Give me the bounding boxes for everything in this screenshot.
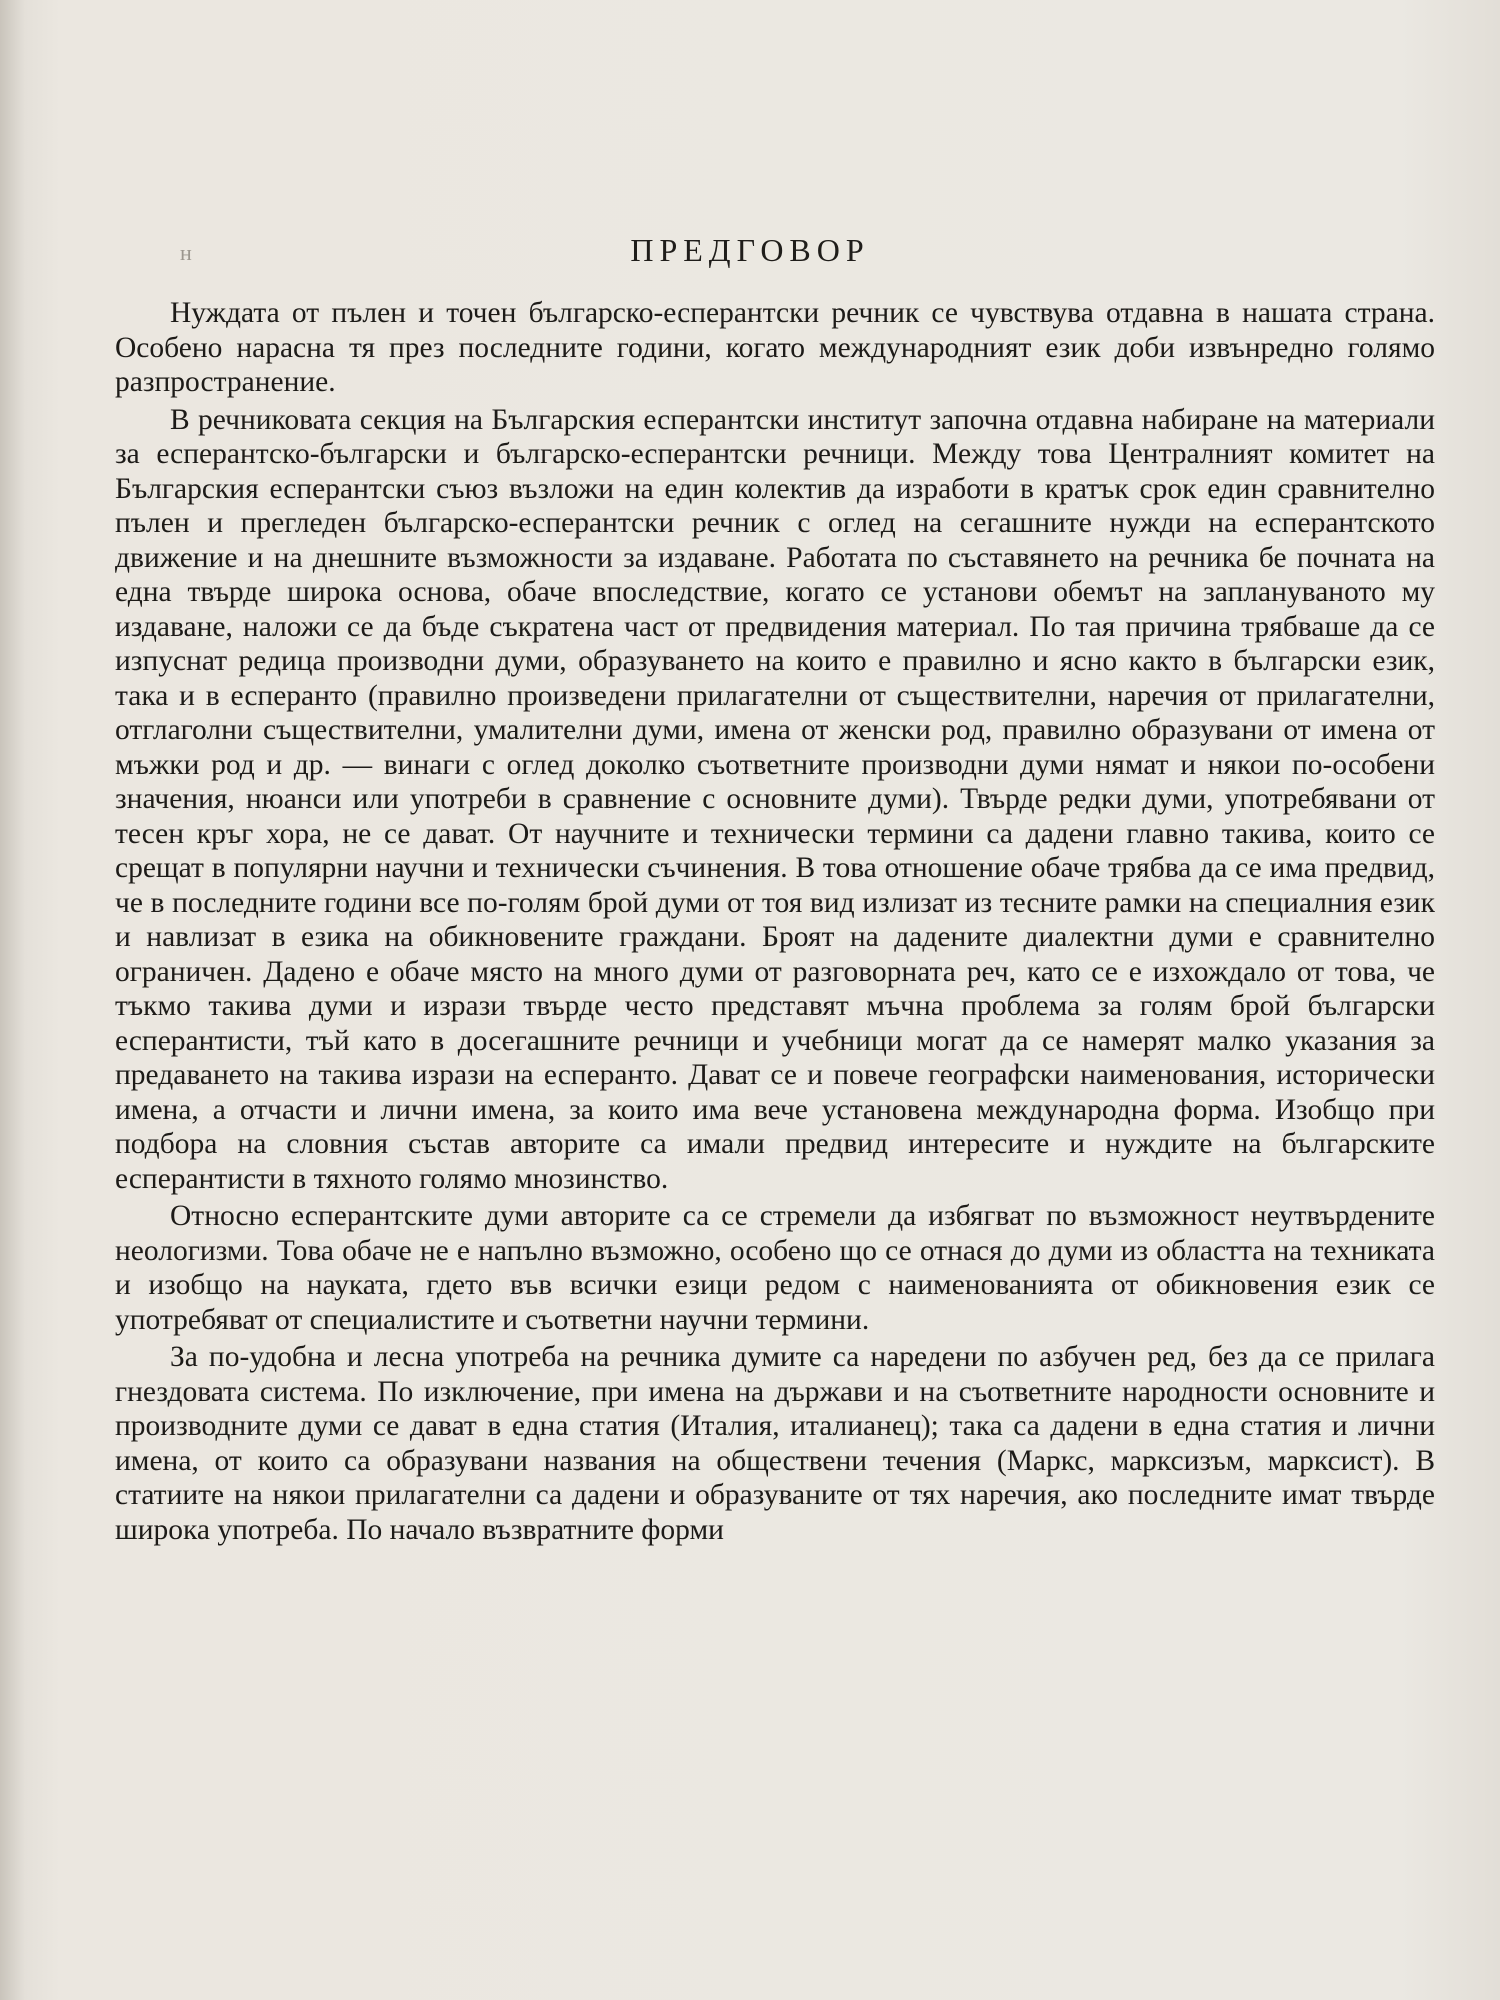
paragraph-1: Нуждата от пълен и точен българско-есперантски речник се чувствува отдавна в нашата страна. Особено нарасна тя през последните години, когато международният език доби извънредно голямо разпространение.	[115, 297, 1435, 398]
body-text	[115, 296, 1435, 1550]
page-title: ПРЕДГОВОР	[630, 232, 870, 268]
paragraph-4: За по-удобна и лесна употреба на речника думите са наредени по азбучен ред, без да се прилага гнездовата система. По изключение, при имена на държави и на съответните народности основните и производните думи се дават в една статия (Италия, италианец); така са дадени в една статия и лични имена, от които са образувани названия на обществени течения (Маркс, марксизъм, марксист). В статиите на някои прилагателни са дадени и образуваните от тях наречия, ако последните имат твърде широка употреба. По начало възвратните форми	[115, 1341, 1435, 1546]
paragraph-3: Относно есперантските думи авторите са се стремели да избягват по възможност неутвърдените неологизми. Това обаче не е напълно възможно, особено що се отнася до думи из областта на техниката и изобщо на науката, гдето във всички езици редом с наименованията от обикновения език се употребяват от специалистите и съответни научни термини.	[115, 1200, 1435, 1336]
gutter-mark: н	[180, 240, 192, 265]
paragraph-2: В речниковата секция на Българския есперантски институт започна отдавна набиране на материали за есперантско-български и българско-есперантски речници. Между това Централният комитет на Българския есперантски съюз възложи на един колектив да изработи в кратък срок един сравнително пълен и прегледен българско-есперантски речник с оглед на сегашните нужди на есперантското движение и на днешните възможности за издаване. Работата по съставянето на речника бе почната на една твърде широка основа, обаче впоследствие, когато се установи обемът на заплануваното му издаване, наложи се да бъде съкратена част от предвидения материал. По тая причина трябваше да се изпуснат редица производни думи, образуването на които е правилно и ясно както в български език, така и в есперанто (правилно произведени прилагателни от съществителни, наречия от прилагателни, отглаголни съществителни, умалителни думи, имена от женски род, правилно образувани от имена от мъжки род и др. — винаги с оглед доколко съответните производни думи нямат и някои по-особени значения, нюанси или употреби в сравнение с основните думи). Твърде редки думи, употребявани от тесен кръг хора, не се дават. От научните и технически термини са дадени главно такива, които се срещат в популярни научни и технически съчинения. В това отношение обаче трябва да се има предвид, че в последните години все по-голям брой думи от тоя вид излизат из тесните рамки на специалния език и навлизат в езика на обикновените граждани. Броят на дадените диалектни думи е сравнително ограничен. Дадено е обаче място на много думи от разговорната реч, като се е изхождало от това, че тъкмо такива думи и изрази твърде често представят мъчна проблема за голям брой български есперантисти, тъй като в досегашните речници и учебници могат да се намерят малко указания за предаването на такива изрази на есперанто. Дават се и повече географски наименования, исторически имена, а отчасти и лични имена, за които има вече установена международна форма. Изобщо при подбора на словния състав авторите са имали предвид интересите и нуждите на българските есперантисти в тяхното голямо мнозинство.	[115, 403, 1435, 1195]
